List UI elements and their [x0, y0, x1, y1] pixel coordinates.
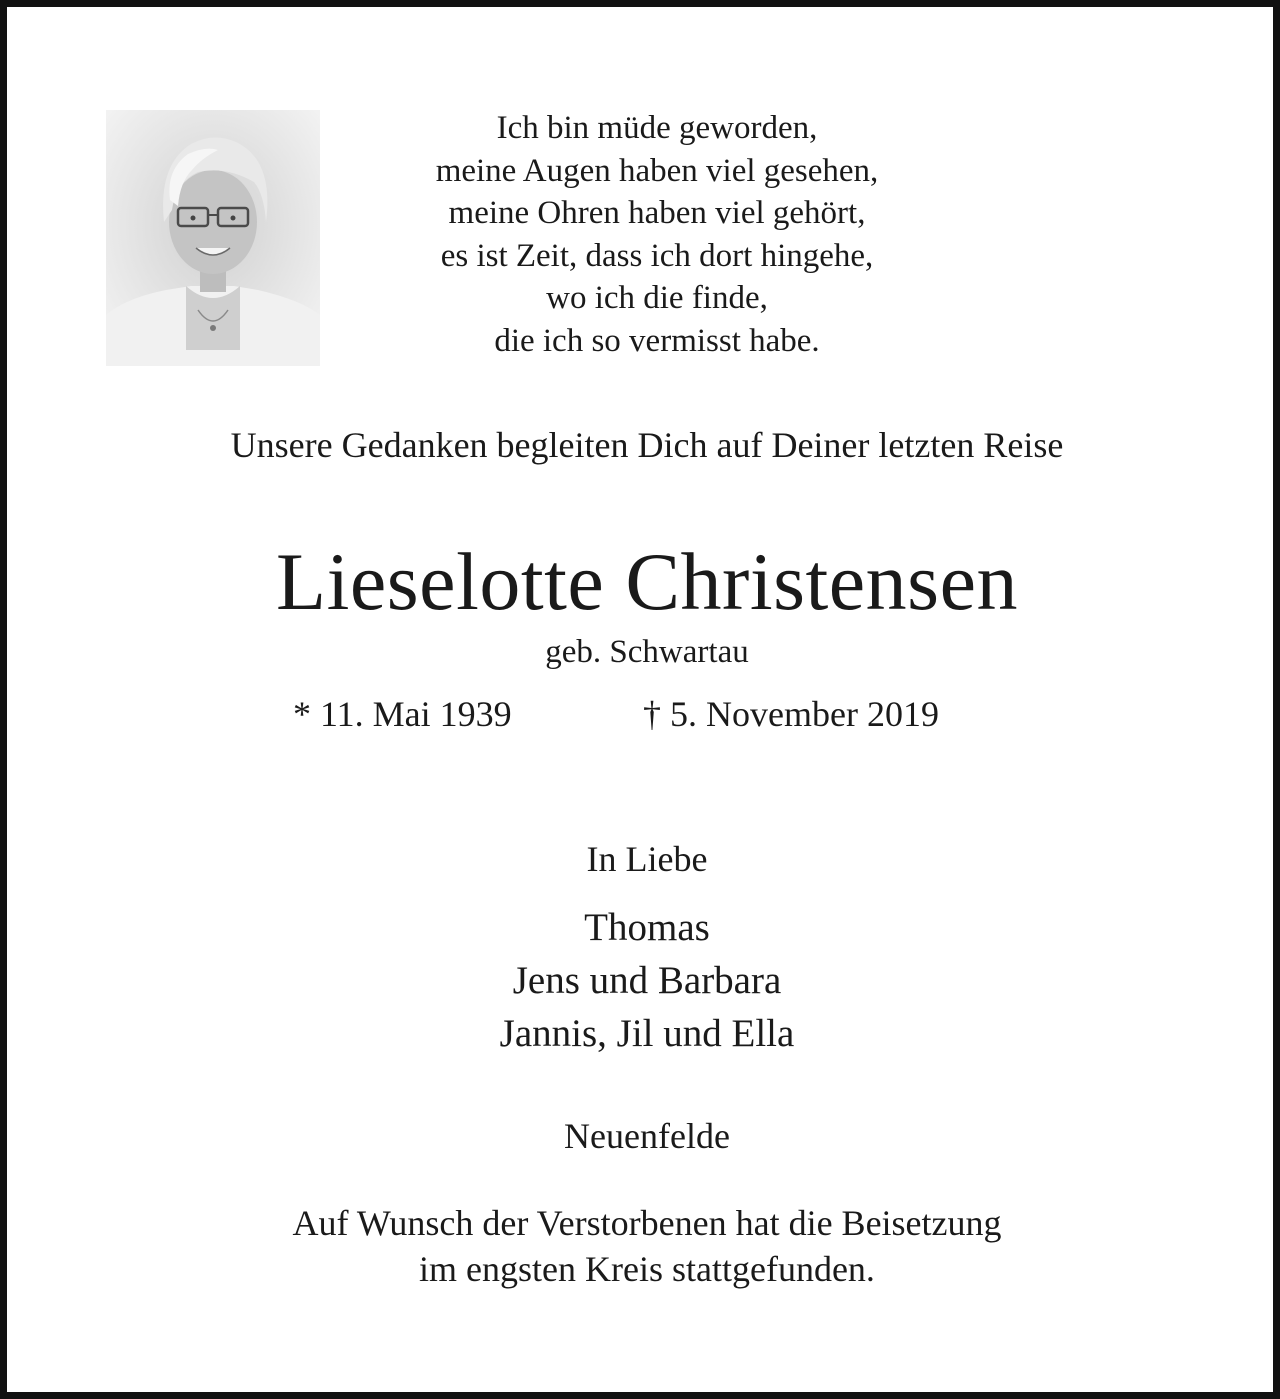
mourner-line: Thomas — [584, 906, 710, 949]
maiden-name: geb. Schwartau — [545, 634, 749, 670]
poem-line: meine Ohren haben viel gehört, — [448, 195, 866, 231]
notice-line: Auf Wunsch der Verstorbenen hat die Beisetzung — [292, 1203, 1002, 1243]
birth-date: * 11. Mai 1939 — [293, 694, 512, 734]
death-date: † 5. November 2019 — [643, 694, 939, 734]
poem-line: meine Augen haben viel gesehen, — [435, 152, 879, 189]
place-name: Neuenfelde — [564, 1116, 730, 1156]
poem — [347, 107, 967, 362]
poem-line: die ich so vermisst habe. — [494, 322, 820, 359]
poem-line: Ich bin müde geworden, — [496, 110, 818, 146]
intro-text: Unsere Gedanken begleiten Dich auf Deiner letzten Reise — [230, 425, 1064, 465]
mourner-line: Jens und Barbara — [512, 959, 782, 1002]
poem-line: es ist Zeit, dass ich dort hingehe, — [440, 237, 874, 274]
deceased-name: Lieselotte Christensen — [276, 536, 1018, 627]
portrait-photo — [106, 110, 320, 366]
mourner-line: Jannis, Jil und Ella — [499, 1012, 795, 1055]
poem-line: wo ich die finde, — [546, 280, 768, 316]
burial-notice — [7, 1200, 1280, 1292]
mourners-list — [7, 901, 1280, 1060]
notice-line: im engsten Kreis stattgefunden. — [419, 1249, 875, 1289]
closing-phrase: In Liebe — [586, 839, 708, 879]
